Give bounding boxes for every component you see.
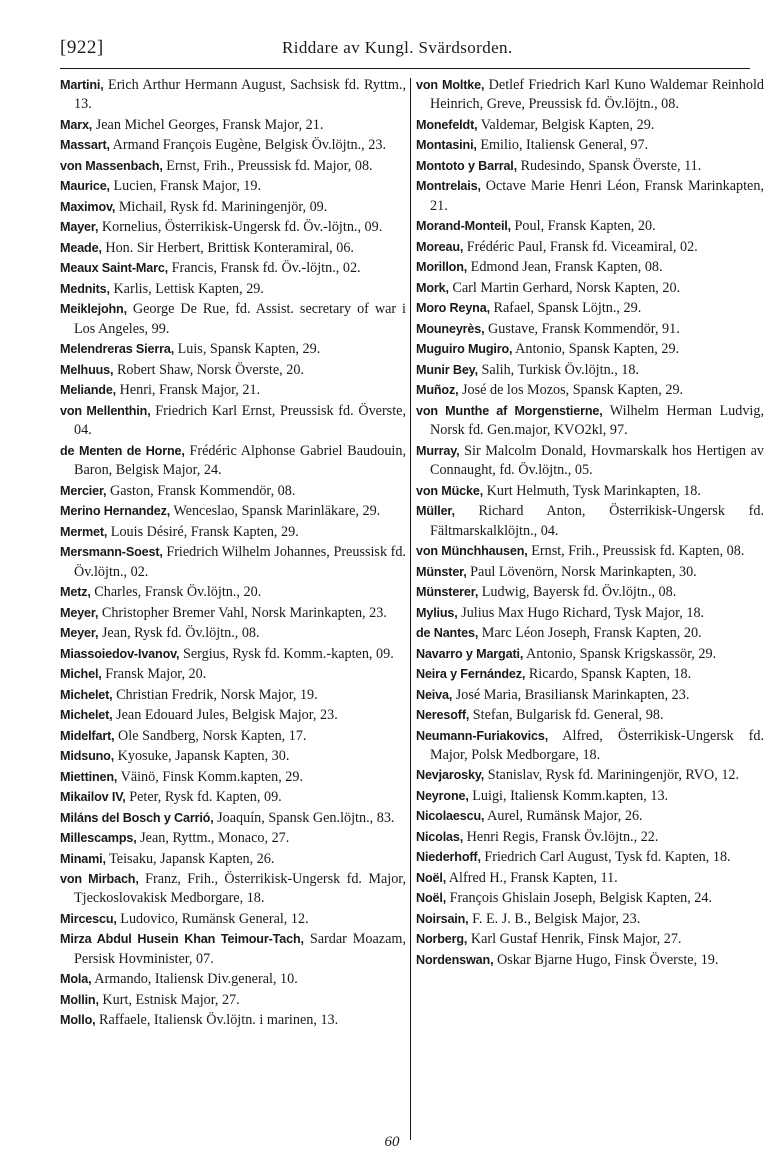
entry-name: Nicolas, <box>416 829 464 844</box>
entry-name: Niederhoff, <box>416 850 481 865</box>
entry-details: Gaston, Fransk Kommendör, 08. <box>106 482 296 499</box>
register-entry <box>416 482 764 501</box>
entry-name: Monefeldt, <box>416 117 478 132</box>
entry-details: Henri Regis, Fransk Öv.löjtn., 22. <box>463 828 659 845</box>
register-entry <box>60 300 406 339</box>
entry-name: Münsterer, <box>416 585 479 600</box>
entry-name: Marx, <box>60 117 93 132</box>
entry-name: Moreau, <box>416 239 464 254</box>
entry-details: Ole Sandberg, Norsk Kapten, 17. <box>114 727 307 744</box>
entry-name: Millescamps, <box>60 831 137 846</box>
entry-name: Montasini, <box>416 138 477 153</box>
entry-name: Neresoff, <box>416 708 470 723</box>
entry-name: Mollo, <box>60 1013 96 1028</box>
entry-name: Noël, <box>416 870 447 885</box>
register-entry <box>416 889 764 908</box>
entry-name: Meliande, <box>60 383 117 398</box>
entry-details: Rudesindo, Spansk Överste, 11. <box>517 157 702 174</box>
register-entry <box>60 177 406 196</box>
entry-details: Teisaku, Japansk Kapten, 26. <box>105 850 275 867</box>
register-entry <box>60 442 406 481</box>
register-entry <box>60 482 406 501</box>
register-entry <box>416 563 764 582</box>
entry-details: Ricardo, Spansk Kapten, 18. <box>525 666 692 683</box>
register-entry <box>416 848 764 867</box>
register-entry <box>416 320 764 339</box>
entry-name: Maximov, <box>60 199 116 214</box>
register-entry <box>416 686 764 705</box>
entry-name: Massart, <box>60 138 110 153</box>
entry-details: Ludwig, Bayersk fd. Öv.löjtn., 08. <box>478 584 677 601</box>
entry-name: Meade, <box>60 240 102 255</box>
register-entry <box>60 523 406 542</box>
register-entry <box>416 177 764 216</box>
entry-name: Noël, <box>416 891 447 906</box>
entry-name: Nordenswan, <box>416 952 494 967</box>
entry-details: Michail, Rysk fd. Mariningenjör, 09. <box>115 198 328 215</box>
entry-details: Kurt Helmuth, Tysk Marinkapten, 18. <box>483 482 701 499</box>
entry-name: Nicolaescu, <box>416 809 485 824</box>
entry-details: Fransk Major, 20. <box>101 666 207 683</box>
entry-name: Norberg, <box>416 932 468 947</box>
entry-name: Meyer, <box>60 626 99 641</box>
register-entry <box>416 238 764 257</box>
register-entry <box>416 340 764 359</box>
register-entry <box>60 768 406 787</box>
entry-details: Frédéric Alphonse Gabriel Baudouin, Baron, Belgisk Major, 24. <box>74 442 406 479</box>
register-entry <box>416 116 764 135</box>
entry-details: Franz, Frih., Österrikisk-Ungersk fd. Major, Tjeckoslovakisk Medborgare, 18. <box>74 871 407 907</box>
register-entry <box>60 340 406 359</box>
register-entry <box>60 645 406 664</box>
register-entry <box>60 116 406 135</box>
register-entry <box>60 136 406 155</box>
register-entry <box>60 747 406 766</box>
entry-details: Karl Gustaf Henrik, Finsk Major, 27. <box>467 931 682 948</box>
entry-details: Jean, Ryttm., Monaco, 27. <box>136 830 290 847</box>
entry-details: Poul, Fransk Kapten, 20. <box>511 218 656 235</box>
entry-details: Christian Fredrik, Norsk Major, 19. <box>112 686 318 703</box>
entry-name: Melendreras Sierra, <box>60 342 175 357</box>
entry-details: Kyosuke, Japansk Kapten, 30. <box>114 748 290 765</box>
entry-name: Montoto y Barral, <box>416 158 518 173</box>
register-entry <box>60 850 406 869</box>
entry-details: Frédéric Paul, Fransk fd. Viceamiral, 02. <box>463 238 698 255</box>
entry-name: von Mirbach, <box>60 872 139 887</box>
entry-name: Miláns del Bosch y Carrió, <box>60 810 214 825</box>
register-entry <box>60 686 406 705</box>
entry-details: Kornelius, Österrikisk-Ungersk fd. Öv.-löjtn., 09. <box>98 219 383 236</box>
entry-details: Francis, Fransk fd. Öv.-löjtn., 02. <box>168 260 361 277</box>
entry-details: Lucien, Fransk Major, 19. <box>109 178 262 195</box>
entry-details: F. E. J. B., Belgisk Major, 23. <box>468 910 641 927</box>
entry-details: Ernst, Frih., Preussisk fd. Kapten, 08. <box>527 543 745 560</box>
register-entry <box>416 727 764 766</box>
entry-name: de Nantes, <box>416 626 479 641</box>
register-entry <box>60 198 406 217</box>
register-entry <box>60 502 406 521</box>
entry-details: Julius Max Hugo Richard, Tysk Major, 18. <box>457 604 705 621</box>
entry-details: Hon. Sir Herbert, Brittisk Konteramiral, 06. <box>101 239 354 256</box>
entry-details: Jean, Rysk fd. Öv.löjtn., 08. <box>98 625 260 642</box>
entry-name: Neyrone, <box>416 788 469 803</box>
column-divider <box>410 78 411 1140</box>
entry-name: Mikailov IV, <box>60 790 126 805</box>
entry-details: Friedrich Carl August, Tysk fd. Kapten, 18. <box>480 849 731 866</box>
register-entry <box>416 869 764 888</box>
entry-details: Wilhelm Herman Ludvig, Norsk fd. Gen.major, KVO2kl, 97. <box>430 402 764 439</box>
entry-details: Jean Edouard Jules, Belgisk Major, 23. <box>112 707 338 724</box>
register-entry <box>60 259 406 278</box>
entry-name: von Mellenthin, <box>60 403 151 418</box>
register-entry <box>416 442 764 481</box>
entry-name: Miassoiedov-Ivanov, <box>60 646 180 661</box>
register-entry <box>416 502 764 541</box>
entry-name: Morand-Monteil, <box>416 219 511 234</box>
entry-details: Alfred, Österrikisk-Ungersk fd. Major, Polsk Medborgare, 18. <box>430 727 764 763</box>
entry-name: Neumann-Furiakovics, <box>416 728 549 743</box>
entry-name: Mollin, <box>60 992 99 1007</box>
page-header <box>60 37 750 59</box>
entry-name: Mircescu, <box>60 911 117 926</box>
entry-details: Octave Marie Henri Léon, Fransk Marinkapten, 21. <box>430 178 764 214</box>
register-entry <box>60 361 406 380</box>
register-entry <box>60 706 406 725</box>
entry-details: Christopher Bremer Vahl, Norsk Marinkapten, 23. <box>98 604 387 621</box>
register-entry <box>60 543 406 582</box>
entry-details: Salih, Turkisk Öv.löjtn., 18. <box>477 361 640 378</box>
entry-name: Midsuno, <box>60 749 115 764</box>
entry-name: Nevjarosky, <box>416 768 485 783</box>
entry-details: Gustave, Fransk Kommendör, 91. <box>484 320 680 337</box>
entry-details: Raffaele, Italiensk Öv.löjtn. i marinen, 13. <box>95 1012 339 1029</box>
header-rule <box>60 68 750 69</box>
register-entry <box>416 136 764 155</box>
entry-details: Carl Martin Gerhard, Norsk Kapten, 20. <box>448 279 681 296</box>
register-entry <box>416 665 764 684</box>
entry-details: Antonio, Spansk Kapten, 29. <box>512 341 680 358</box>
register-entry <box>416 583 764 602</box>
entry-name: Müller, <box>416 504 455 519</box>
register-entry <box>60 280 406 299</box>
entry-name: Maurice, <box>60 179 110 194</box>
register-entry <box>60 218 406 237</box>
entry-details: Friedrich Karl Ernst, Preussisk fd. Överste, 04. <box>74 402 406 439</box>
entry-name: Muguiro Mugiro, <box>416 342 513 357</box>
register-entry <box>416 217 764 236</box>
page-number: [922] <box>60 37 104 58</box>
entry-details: Edmond Jean, Fransk Kapten, 08. <box>467 259 663 276</box>
entry-details: Armando, Italiensk Div.general, 10. <box>91 971 298 988</box>
register-entry <box>416 807 764 826</box>
register-entry <box>60 381 406 400</box>
entry-details: Stanislav, Rysk fd. Mariningenjör, RVO, 12. <box>484 767 740 784</box>
entry-name: Mersmann-Soest, <box>60 545 163 560</box>
register-entry <box>416 299 764 318</box>
entry-name: Mola, <box>60 972 92 987</box>
entry-name: von Münchhausen, <box>416 544 528 559</box>
register-entry <box>416 766 764 785</box>
register-entry <box>60 604 406 623</box>
register-entry <box>416 787 764 806</box>
register-entry <box>416 624 764 643</box>
entry-name: Murray, <box>416 443 460 458</box>
entry-name: Mouneyrès, <box>416 321 485 336</box>
register-entry <box>60 157 406 176</box>
entry-name: Mermet, <box>60 524 108 539</box>
entry-details: Jean Michel Georges, Fransk Major, 21. <box>92 116 324 133</box>
entry-name: Mednits, <box>60 281 110 296</box>
register-entry <box>60 402 406 441</box>
entry-details: Wenceslao, Spansk Marinläkare, 29. <box>170 503 381 520</box>
register-entry <box>60 239 406 258</box>
register-entry <box>60 870 406 909</box>
register-entry <box>60 970 406 989</box>
register-entry <box>60 583 406 602</box>
entry-name: Merino Hernandez, <box>60 504 171 519</box>
entry-details: Armand François Eugène, Belgisk Öv.löjtn., 23. <box>109 137 386 154</box>
entry-name: Miettinen, <box>60 769 118 784</box>
entry-name: Noirsain, <box>416 911 469 926</box>
entry-details: Rafael, Spansk Löjtn., 29. <box>489 300 642 317</box>
entry-name: Meaux Saint-Marc, <box>60 261 169 276</box>
entry-details: François Ghislain Joseph, Belgisk Kapten, 24. <box>446 890 713 907</box>
entry-name: Mirza Abdul Husein Khan Teimour-Tach, <box>60 932 304 947</box>
right-column <box>416 76 764 971</box>
entry-name: Münster, <box>416 564 467 579</box>
entry-name: Michel, <box>60 667 102 682</box>
register-entry <box>416 645 764 664</box>
entry-name: Meyer, <box>60 605 99 620</box>
entry-details: Oskar Bjarne Hugo, Finsk Överste, 19. <box>493 951 719 968</box>
entry-details: José Maria, Brasiliansk Marinkapten, 23. <box>452 686 690 703</box>
entry-details: Luis, Spansk Kapten, 29. <box>174 341 321 358</box>
entry-name: Minami, <box>60 851 106 866</box>
entry-details: Valdemar, Belgisk Kapten, 29. <box>477 116 655 133</box>
entry-details: Marc Léon Joseph, Fransk Kapten, 20. <box>478 625 702 642</box>
register-entry <box>416 930 764 949</box>
entry-details: Ernst, Frih., Preussisk fd. Major, 08. <box>162 157 373 174</box>
entry-details: Alfred H., Fransk Kapten, 11. <box>446 869 618 886</box>
entry-details: Peter, Rysk fd. Kapten, 09. <box>125 789 282 806</box>
left-column <box>60 76 406 1032</box>
entry-name: Mork, <box>416 280 449 295</box>
entry-name: Neiva, <box>416 687 453 702</box>
entry-details: Antonio, Spansk Krigskassör, 29. <box>523 645 717 662</box>
register-entry <box>416 706 764 725</box>
entry-name: von Moltke, <box>416 78 485 92</box>
entry-name: Mylius, <box>416 605 458 620</box>
entry-name: Michelet, <box>60 708 113 723</box>
register-entry <box>416 910 764 929</box>
entry-name: Meiklejohn, <box>60 302 127 317</box>
entry-details: Sardar Moazam, Persisk Hovminister, 07. <box>74 931 406 967</box>
entry-details: Henri, Fransk Major, 21. <box>116 382 261 399</box>
register-entry <box>60 76 406 115</box>
entry-name: Morillon, <box>416 260 468 275</box>
register-entry <box>60 1011 406 1030</box>
entry-name: Martini, <box>60 78 104 92</box>
register-entry <box>60 809 406 828</box>
entry-details: Luigi, Italiensk Komm.kapten, 13. <box>468 787 669 804</box>
entry-details: Friedrich Wilhelm Johannes, Preussisk fd. Öv.löjtn., 02. <box>74 544 406 580</box>
running-title: Riddare av Kungl. Svärdsorden. <box>282 38 513 57</box>
register-entry <box>416 604 764 623</box>
register-entry <box>60 788 406 807</box>
register-entry <box>416 361 764 380</box>
entry-details: Charles, Fransk Öv.löjtn., 20. <box>90 584 262 601</box>
entry-name: Muñoz, <box>416 383 459 398</box>
entry-name: Melhuus, <box>60 362 114 377</box>
entry-details: Detlef Friedrich Karl Kuno Waldemar Reinhold Heinrich, Greve, Preussisk fd. Öv.löjtn., 08. <box>430 77 764 113</box>
entry-name: von Munthe af Morgenstierne, <box>416 403 603 418</box>
register-entry <box>416 951 764 970</box>
entry-details: Väinö, Finsk Komm.kapten, 29. <box>117 768 304 785</box>
entry-name: de Menten de Horne, <box>60 443 185 458</box>
register-entry <box>60 930 406 969</box>
entry-details: Paul Lövenörn, Norsk Marinkapten, 30. <box>466 563 697 580</box>
entry-details: Sergius, Rysk fd. Komm.-kapten, 09. <box>179 645 394 662</box>
entry-details: Erich Arthur Hermann August, Sachsisk fd. Ryttm., 13. <box>74 77 406 113</box>
register-entry <box>60 991 406 1010</box>
register-entry <box>416 381 764 400</box>
entry-name: Neira y Fernández, <box>416 667 526 682</box>
register-entry <box>416 76 764 115</box>
entry-name: Navarro y Margati, <box>416 646 524 661</box>
entry-details: Robert Shaw, Norsk Överste, 20. <box>113 361 304 378</box>
entry-name: Michelet, <box>60 687 113 702</box>
entry-name: Midelfart, <box>60 728 115 743</box>
entry-details: Joaquín, Spansk Gen.löjtn., 83. <box>213 809 395 826</box>
entry-name: Moro Reyna, <box>416 301 490 316</box>
entry-details: Louis Désiré, Fransk Kapten, 29. <box>107 523 299 540</box>
entry-name: Montrelais, <box>416 179 481 194</box>
register-entry <box>416 157 764 176</box>
register-entry <box>416 542 764 561</box>
folio-number: 60 <box>384 1134 400 1150</box>
register-entry <box>60 727 406 746</box>
entry-details: Emilio, Italiensk General, 97. <box>476 137 649 154</box>
entry-details: Richard Anton, Österrikisk-Ungersk fd. Fältmarskalklöjtn., 04. <box>430 503 764 539</box>
register-entry <box>416 279 764 298</box>
register-entry <box>60 665 406 684</box>
register-entry <box>60 910 406 929</box>
entry-name: Mercier, <box>60 483 107 498</box>
entry-name: Metz, <box>60 585 91 600</box>
register-entry <box>60 624 406 643</box>
entry-details: Karlis, Lettisk Kapten, 29. <box>109 280 264 297</box>
entry-details: José de los Mozos, Spansk Kapten, 29. <box>458 382 684 399</box>
entry-details: Aurel, Rumänsk Major, 26. <box>484 808 643 825</box>
entry-details: Sir Malcolm Donald, Hovmarskalk hos Hertigen av Connaught, fd. Öv.löjtn., 05. <box>430 442 764 479</box>
entry-details: Kurt, Estnisk Major, 27. <box>98 991 240 1008</box>
register-entry <box>60 829 406 848</box>
entry-name: von Mücke, <box>416 483 484 498</box>
register-entry <box>416 258 764 277</box>
register-entry <box>416 828 764 847</box>
entry-details: George De Rue, fd. Assist. secretary of war i Los Angeles, 99. <box>74 301 406 337</box>
entry-name: von Massenbach, <box>60 158 163 173</box>
entry-name: Mayer, <box>60 220 99 235</box>
register-entry <box>416 402 764 441</box>
entry-details: Ludovico, Rumänsk General, 12. <box>116 910 309 927</box>
entry-name: Munir Bey, <box>416 362 478 377</box>
entry-details: Stefan, Bulgarisk fd. General, 98. <box>469 707 664 724</box>
